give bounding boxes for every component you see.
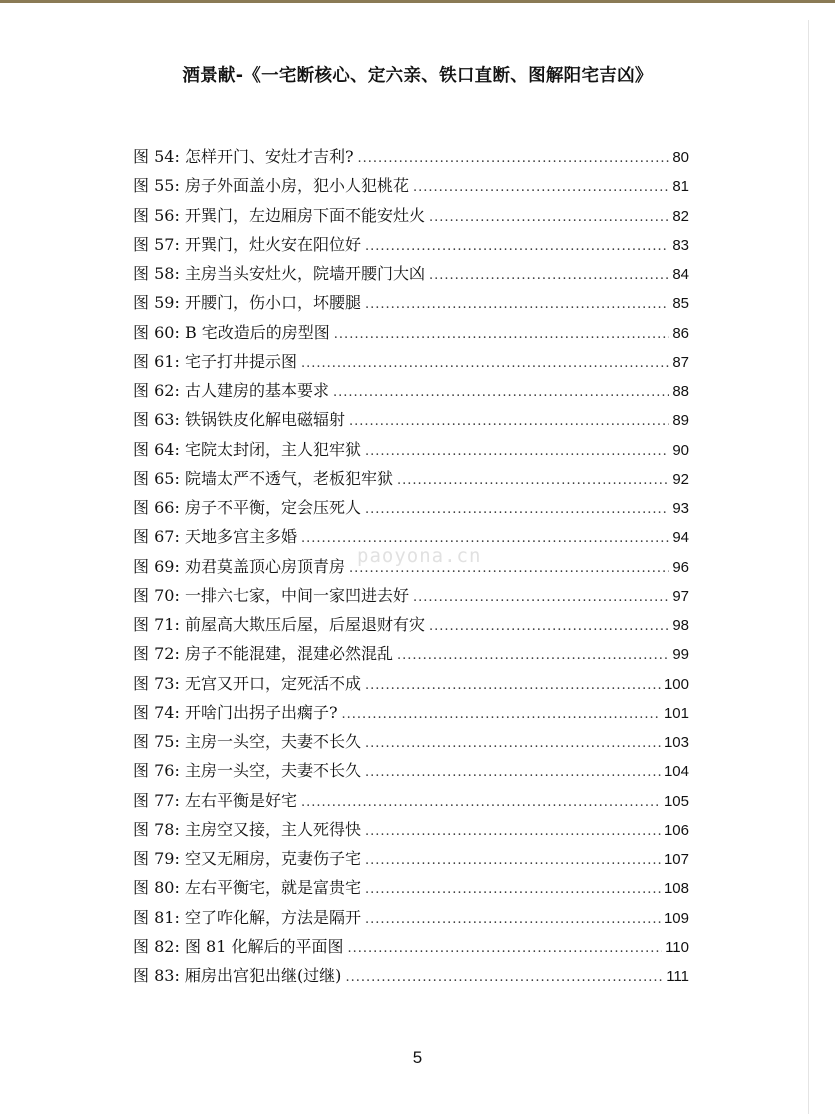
page-number: 5 — [412, 1048, 423, 1067]
toc-entry-label: 图 66: — [133, 498, 180, 517]
toc-entry-page: 81 — [672, 178, 689, 196]
top-border — [0, 0, 835, 3]
toc-entry-page: 104 — [663, 763, 689, 781]
toc-entry-page: 80 — [672, 149, 689, 166]
toc-entry-page: 82 — [672, 207, 689, 225]
dot-leader — [365, 495, 669, 524]
toc-entry-label: 图 72: — [133, 644, 180, 664]
toc-entry-title: 一排六七家，中间一家凹进去好 — [184, 585, 409, 605]
watermark: paoyona.cn — [357, 545, 482, 567]
toc-entry — [133, 903, 689, 932]
toc-entry-title: 主房空又接，主人死得快 — [184, 819, 361, 839]
toc-entry-label: 图 58: — [133, 264, 180, 283]
toc-entry-page: 86 — [672, 324, 689, 342]
dot-leader — [349, 407, 669, 436]
dot-leader — [429, 203, 669, 232]
toc-entry — [133, 288, 689, 317]
toc-entry — [133, 435, 689, 464]
toc-entry-title: 宅子打井提示图 — [184, 351, 297, 371]
toc-entry-label: 图 74: — [133, 702, 180, 722]
toc-entry-title: 房子不能混建，混建必然混乱 — [184, 644, 393, 664]
toc-entry — [133, 669, 689, 698]
toc-entry — [133, 786, 689, 815]
toc-entry — [133, 610, 689, 639]
toc-entry — [133, 493, 689, 522]
toc-entry-title: 主房当头安灶火，院墙开腰门大凶 — [184, 264, 425, 283]
toc-entry-label: 图 56: — [133, 205, 180, 225]
page-edge — [808, 20, 809, 1114]
toc-entry-label: 图 83: — [133, 966, 180, 985]
toc-entry-label: 图 55: — [133, 176, 180, 196]
toc-entry-label: 图 81: — [133, 907, 180, 927]
toc-entry-label: 图 54: — [133, 147, 180, 166]
toc-entry — [133, 318, 689, 347]
toc-entry — [133, 581, 689, 610]
toc-entry-title: 铁锅铁皮化解电磁辐射 — [184, 410, 345, 430]
toc-entry-page: 97 — [672, 587, 689, 605]
dot-leader — [342, 700, 661, 729]
toc-entry — [133, 639, 689, 668]
toc-entry-title: 开腰门，伤小口，坏腰腿 — [184, 293, 361, 313]
toc-entry — [133, 405, 689, 434]
toc-entry — [133, 756, 689, 785]
toc-entry — [133, 171, 689, 200]
toc-entry-page: 85 — [672, 295, 689, 313]
toc-entry-page: 84 — [672, 266, 689, 283]
dot-leader — [365, 758, 661, 787]
toc-entry-page: 83 — [672, 236, 689, 254]
toc-entry-title: 劝君莫盖顶心房顶青房 — [184, 556, 345, 576]
toc-entry — [133, 142, 689, 171]
toc-entry-page: 94 — [672, 529, 689, 547]
toc-entry-label: 图 64: — [133, 439, 180, 459]
toc-entry — [133, 376, 689, 405]
toc-entry-label: 图 73: — [133, 673, 180, 693]
toc-entry-page: 100 — [663, 675, 689, 693]
toc-entry-page: 110 — [665, 938, 689, 956]
dot-leader — [365, 905, 661, 934]
toc-entry-label: 图 57: — [133, 234, 180, 254]
toc-entry-label: 图 80: — [133, 878, 180, 898]
dot-leader — [397, 466, 669, 495]
toc-entry-title: 宅院太封闭，主人犯牢狱 — [184, 439, 361, 459]
toc-entry — [133, 259, 689, 288]
toc-entry-page: 107 — [663, 851, 689, 868]
toc-entry-label: 图 59: — [133, 293, 180, 313]
dot-leader — [429, 261, 669, 290]
toc-entry-page: 98 — [672, 617, 689, 634]
dot-leader — [365, 875, 661, 904]
toc-entry-title: 空又无厢房，克妻伤子宅 — [184, 849, 361, 868]
page-title: 酒景献-《一宅断核心、定六亲、铁口直断、图解阳宅吉凶》 — [182, 66, 653, 86]
toc-entry-label: 图 67: — [133, 527, 180, 547]
toc-entry-page: 89 — [672, 412, 689, 430]
toc-entry-label: 图 70: — [133, 585, 180, 605]
toc-entry-page: 92 — [672, 470, 689, 488]
toc-entry-label: 图 79: — [133, 849, 180, 868]
toc-entry — [133, 932, 689, 961]
toc-entry-title: 院墙太严不透气，老板犯牢狱 — [184, 468, 393, 488]
toc-entry-label: 图 71: — [133, 615, 180, 634]
toc-entry-label: 图 65: — [133, 468, 180, 488]
toc-entry-title: 开巽门，左边厢房下面不能安灶火 — [184, 205, 425, 225]
dot-leader — [334, 320, 670, 349]
toc-entry-title: 主房一头空，夫妻不长久 — [184, 732, 361, 751]
toc-entry-label: 图 69: — [133, 556, 180, 576]
toc-entry-page: 108 — [663, 880, 689, 898]
toc-entry — [133, 464, 689, 493]
toc-entry-label: 图 61: — [133, 351, 180, 371]
toc-entry-page: 105 — [663, 792, 689, 810]
toc-entry-page: 101 — [663, 704, 689, 722]
toc-entry-label: 图 82: — [133, 936, 180, 956]
toc-entry — [133, 873, 689, 902]
toc-entry-title: 房子外面盖小房，犯小人犯桃花 — [184, 176, 409, 196]
toc-entry-label: 图 77: — [133, 790, 180, 810]
dot-leader — [358, 144, 670, 173]
dot-leader — [429, 612, 669, 641]
toc-entry-title: 怎样开门、安灶才吉利? — [184, 147, 354, 166]
toc-entry-title: 古人建房的基本要求 — [184, 381, 329, 400]
toc-entry — [133, 727, 689, 756]
dot-leader — [365, 232, 669, 261]
toc-entry-label: 图 76: — [133, 761, 180, 781]
dot-leader — [413, 173, 669, 202]
toc-entry-title: 前屋高大欺压后屋，后屋退财有灾 — [184, 615, 425, 634]
toc-entry-label: 图 63: — [133, 410, 180, 430]
toc-entry-title: 空了咋化解，方法是隔开 — [184, 907, 361, 927]
dot-leader — [365, 290, 669, 319]
toc-entry-page: 93 — [672, 500, 689, 517]
toc-entry — [133, 230, 689, 259]
toc-entry — [133, 347, 689, 376]
dot-leader — [301, 788, 661, 817]
toc-entry-page: 109 — [663, 909, 689, 927]
toc-entry-label: 图 78: — [133, 819, 180, 839]
toc-entry-page: 103 — [663, 734, 689, 751]
dot-leader — [365, 729, 661, 758]
toc-entry-title: 开啥门出拐子出瘸子? — [184, 702, 338, 722]
dot-leader — [345, 963, 663, 992]
toc-entry-title: 天地多宫主多婚 — [184, 527, 297, 547]
toc-entry-title: 无宫又开口，定死活不成 — [184, 673, 361, 693]
toc-entry — [133, 201, 689, 230]
toc-entry-title: B 宅改造后的房型图 — [184, 322, 330, 342]
toc-entry — [133, 815, 689, 844]
dot-leader — [413, 583, 669, 612]
dot-leader — [365, 437, 669, 466]
toc-entry — [133, 961, 689, 990]
toc-entry-page: 90 — [672, 441, 689, 459]
toc-entry-title: 主房一头空，夫妻不长久 — [184, 761, 361, 781]
toc-entry-title: 厢房出宫犯出继(过继) — [184, 966, 342, 985]
toc-entry-label: 图 62: — [133, 381, 180, 400]
toc-entry-page: 99 — [672, 646, 689, 664]
toc-entry-title: 开巽门，灶火安在阳位好 — [184, 234, 361, 254]
toc-entry-label: 图 75: — [133, 732, 180, 751]
dot-leader — [365, 817, 661, 846]
toc-entry-label: 图 60: — [133, 322, 180, 342]
toc-entry-page: 106 — [663, 821, 689, 839]
toc-entry — [133, 844, 689, 873]
toc-entry-title: 图 81 化解后的平面图 — [184, 936, 344, 956]
toc-entry-title: 左右平衡是好宅 — [184, 790, 297, 810]
toc-entry — [133, 698, 689, 727]
toc-entry-page: 88 — [672, 383, 689, 400]
toc-entry-page: 87 — [672, 353, 689, 371]
dot-leader — [333, 378, 669, 407]
toc-entry-title: 左右平衡宅，就是富贵宅 — [184, 878, 361, 898]
dot-leader — [365, 846, 661, 875]
toc-entry-page: 96 — [672, 558, 689, 576]
dot-leader — [365, 671, 661, 700]
dot-leader — [397, 641, 669, 670]
dot-leader — [347, 934, 662, 963]
toc-entry-title: 房子不平衡，定会压死人 — [184, 498, 361, 517]
dot-leader — [301, 349, 669, 378]
toc-entry-page: 111 — [666, 968, 689, 985]
